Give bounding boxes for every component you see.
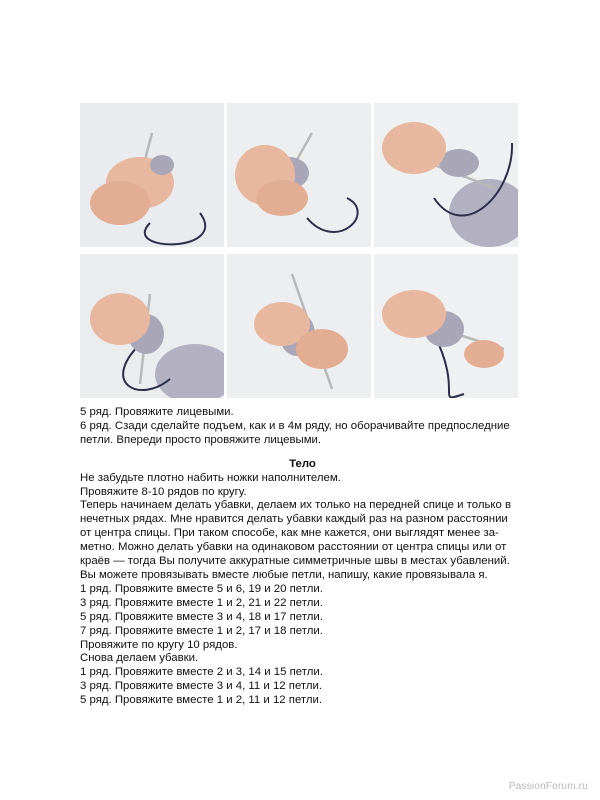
text-line: 3 ряд. Провяжите вместе 3 и 4, 11 и 12 петли. bbox=[80, 680, 323, 693]
knitting-photo-6 bbox=[374, 254, 518, 398]
knitting-photo-3 bbox=[374, 103, 518, 247]
instructions-text bbox=[80, 406, 525, 708]
text-line: Провяжите 8-10 рядов по кругу. bbox=[80, 485, 247, 498]
section-title: Тело bbox=[289, 457, 316, 470]
text-line: Провяжите по кругу 10 рядов. bbox=[80, 638, 238, 651]
text-line: 5 ряд. Провяжите лицевыми. bbox=[80, 406, 234, 418]
knitting-photo-5 bbox=[227, 254, 371, 398]
knitting-photo-1 bbox=[80, 103, 224, 247]
text-line: Снова делаем убавки. bbox=[80, 652, 199, 665]
text-line: 5 ряд. Провяжите вместе 1 и 2, 11 и 12 петли. bbox=[80, 694, 323, 707]
text-line: 1 ряд. Провяжите вместе 5 и 6, 19 и 20 петли. bbox=[80, 582, 323, 595]
text-line: нечетных рядах. Мне нравится делать убавки каждый раз на разном расстоянии bbox=[80, 513, 508, 526]
photo-grid bbox=[80, 103, 518, 398]
text-line: петли. Впереди просто провяжите лицевыми. bbox=[80, 433, 322, 446]
text-line: 6 ряд. Сзади сделайте подъем, как и в 4м ряду, но оборачивайте предпоследние bbox=[80, 419, 510, 432]
text-line: Вы можете провязывать вместе любые петли, напишу, какие провязывала я. bbox=[80, 568, 488, 581]
knitting-photo-4 bbox=[80, 254, 224, 398]
watermark: PassionForum.ru bbox=[508, 781, 588, 792]
text-line: 5 ряд. Провяжите вместе 3 и 4, 18 и 17 петли. bbox=[80, 610, 323, 623]
text-line: 7 ряд. Провяжите вместе 1 и 2, 17 и 18 петли. bbox=[80, 624, 323, 637]
text-line: 3 ряд. Провяжите вместе 1 и 2, 21 и 22 петли. bbox=[80, 596, 323, 609]
text-line: от центра спицы. При таком способе, как мне кажется, они выглядят менее за- bbox=[80, 527, 499, 540]
text-line: Теперь начинаем делать убавки, делаем их только на передней спице и только в bbox=[80, 499, 512, 512]
text-line: 1 ряд. Провяжите вместе 2 и 3, 14 и 15 петли. bbox=[80, 666, 323, 679]
text-line: Не забудьте плотно набить ножки наполнителем. bbox=[80, 471, 341, 484]
text-line: краёв — тогда Вы получите аккуратные симметричные швы в местах убавлений. bbox=[80, 555, 510, 568]
knitting-photo-2 bbox=[227, 103, 371, 247]
text-line: метно. Можно делать убавки на одинаковом расстоянии от центра спицы или от bbox=[80, 541, 507, 554]
